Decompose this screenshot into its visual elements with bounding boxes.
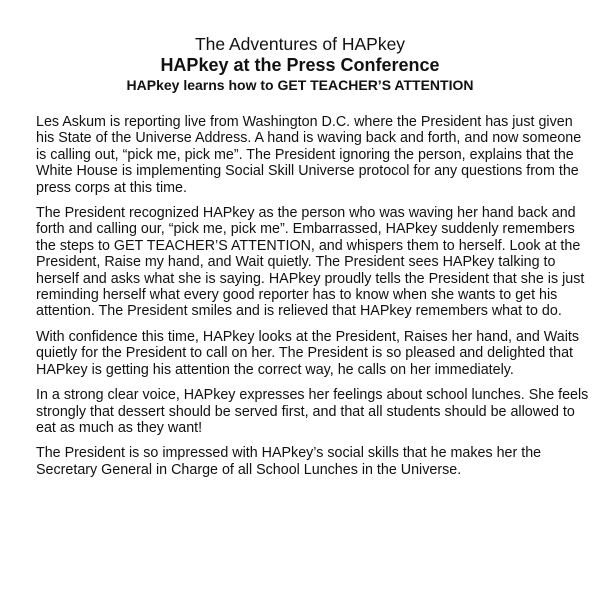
paragraph-line: The President recognized HAPkey as the person who was waving her hand back and xyxy=(36,205,576,222)
paragraph-line: In a strong clear voice, HAPkey expresses her feelings about school lunches. She feels xyxy=(36,387,589,404)
paragraph-line: his State of the Universe Address. A hand is waving back and forth, and now someone xyxy=(36,130,582,147)
story-title: HAPkey at the Press Conference xyxy=(160,55,440,75)
paragraph-line: HAPkey is getting his attention the correct way, he calls on her immediately. xyxy=(36,361,514,378)
paragraph xyxy=(36,329,596,378)
paragraph-line: Secretary General in Charge of all School Lunches in the Universe. xyxy=(36,461,462,478)
paragraph xyxy=(36,114,596,196)
paragraph-line: Les Askum is reporting live from Washington D.C. where the President has just given xyxy=(36,114,573,130)
document-header xyxy=(0,34,600,94)
paragraph-line: herself and asks what she is saying. HAPkey proudly tells the President that she is just xyxy=(36,270,585,287)
paragraph-line: With confidence this time, HAPkey looks at the President, Raises her hand, and Waits xyxy=(36,328,580,345)
paragraph-line: press corps at this time. xyxy=(36,179,187,196)
paragraph-line: eat as much as they want! xyxy=(36,419,203,436)
paragraph-line: is calling out, “pick me, pick me”. The President ignoring the person, explains that the xyxy=(36,146,574,163)
paragraph-line: quietly for the President to call on her. The President is so pleased and delighted that xyxy=(36,345,574,362)
paragraph xyxy=(36,205,596,320)
paragraph-line: attention. The President smiles and is relieved that HAPkey remembers what to do. xyxy=(36,303,562,320)
story-subtitle: HAPkey learns how to GET TEACHER’S ATTENTION xyxy=(126,77,474,93)
series-title: The Adventures of HAPkey xyxy=(194,34,406,54)
paragraph xyxy=(36,387,596,436)
paragraph-line: The President is so impressed with HAPkey’s social skills that he makes her the xyxy=(36,445,542,462)
paragraph-line: strongly that dessert should be served first, and that all students should be allowed to xyxy=(36,403,575,420)
paragraph-line: the steps to GET TEACHER’S ATTENTION, and whispers them to herself. Look at the xyxy=(36,237,581,254)
paragraph-line: President, Raise my hand, and Wait quietly. The President sees HAPkey talking to xyxy=(36,254,556,271)
story-body xyxy=(36,114,596,487)
paragraph-line: forth and calling our, “pick me, pick me”. Embarrassed, HAPkey suddenly remembers xyxy=(36,221,575,238)
paragraph xyxy=(36,445,596,478)
paragraph-line: White House is implementing Social Skill Universe protocol for any questions from the xyxy=(36,163,579,180)
paragraph-line: reminding herself what every good reporter has to know when she wants to get his xyxy=(36,287,558,304)
